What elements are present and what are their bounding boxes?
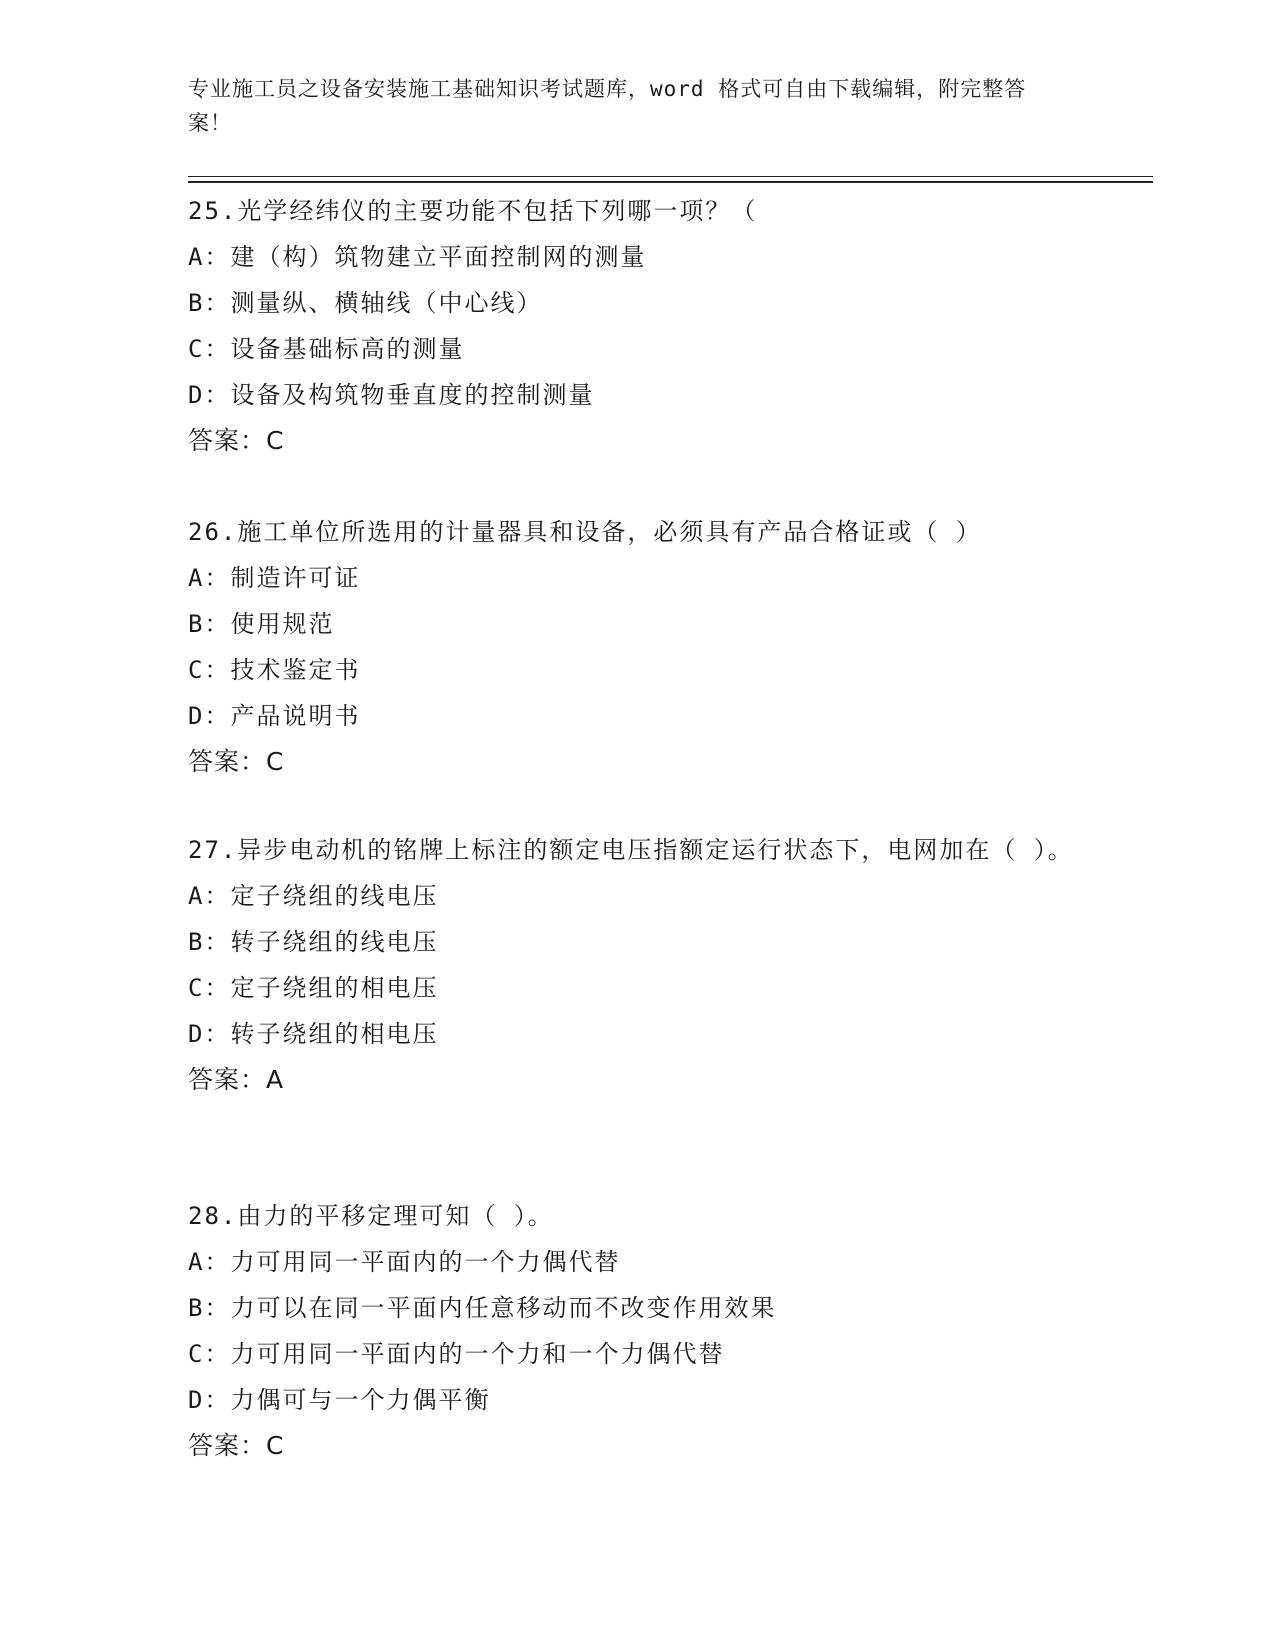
- option-a: A：建（构）筑物建立平面控制网的测量: [188, 243, 647, 271]
- answer: 答案：C: [188, 426, 285, 455]
- document-header: 专业施工员之设备安装施工基础知识考试题库，word 格式可自由下载编辑，附完整答案！: [188, 77, 1027, 135]
- question-26: [188, 509, 1088, 785]
- answer: 答案：C: [188, 1431, 285, 1460]
- option-b: B：测量纵、横轴线（中心线）: [188, 289, 543, 317]
- option-b: B：使用规范: [188, 610, 335, 638]
- option-a: A：力可用同一平面内的一个力偶代替: [188, 1248, 621, 1276]
- header-rule-thin: [188, 176, 1153, 177]
- option-d: D：力偶可与一个力偶平衡: [188, 1386, 491, 1414]
- answer: 答案：C: [188, 747, 285, 776]
- option-c: C：定子绕组的相电压: [188, 974, 439, 1002]
- question-28: [188, 1193, 1088, 1469]
- question-text: 25.光学经纬仪的主要功能不包括下列哪一项？（: [188, 197, 758, 225]
- question-27: [188, 827, 1088, 1103]
- question-text: 26.施工单位所选用的计量器具和设备，必须具有产品合格证或（ ）: [188, 518, 982, 546]
- option-c: C：技术鉴定书: [188, 656, 361, 684]
- answer: 答案：A: [188, 1065, 285, 1094]
- option-b: B：力可以在同一平面内任意移动而不改变作用效果: [188, 1294, 777, 1322]
- option-a: A：制造许可证: [188, 564, 361, 592]
- option-d: D：产品说明书: [188, 702, 361, 730]
- option-b: B：转子绕组的线电压: [188, 928, 439, 956]
- question-25: [188, 188, 1088, 464]
- question-text: 28.由力的平移定理可知（ ）。: [188, 1202, 554, 1230]
- option-c: C：设备基础标高的测量: [188, 335, 465, 363]
- option-a: A：定子绕组的线电压: [188, 882, 439, 910]
- option-d: D：转子绕组的相电压: [188, 1020, 439, 1048]
- header-rule-thick: [188, 181, 1153, 183]
- option-d: D：设备及构筑物垂直度的控制测量: [188, 381, 595, 409]
- question-text: 27.异步电动机的铭牌上标注的额定电压指额定运行状态下，电网加在（ ）。: [188, 836, 1074, 864]
- option-c: C：力可用同一平面内的一个力和一个力偶代替: [188, 1340, 725, 1368]
